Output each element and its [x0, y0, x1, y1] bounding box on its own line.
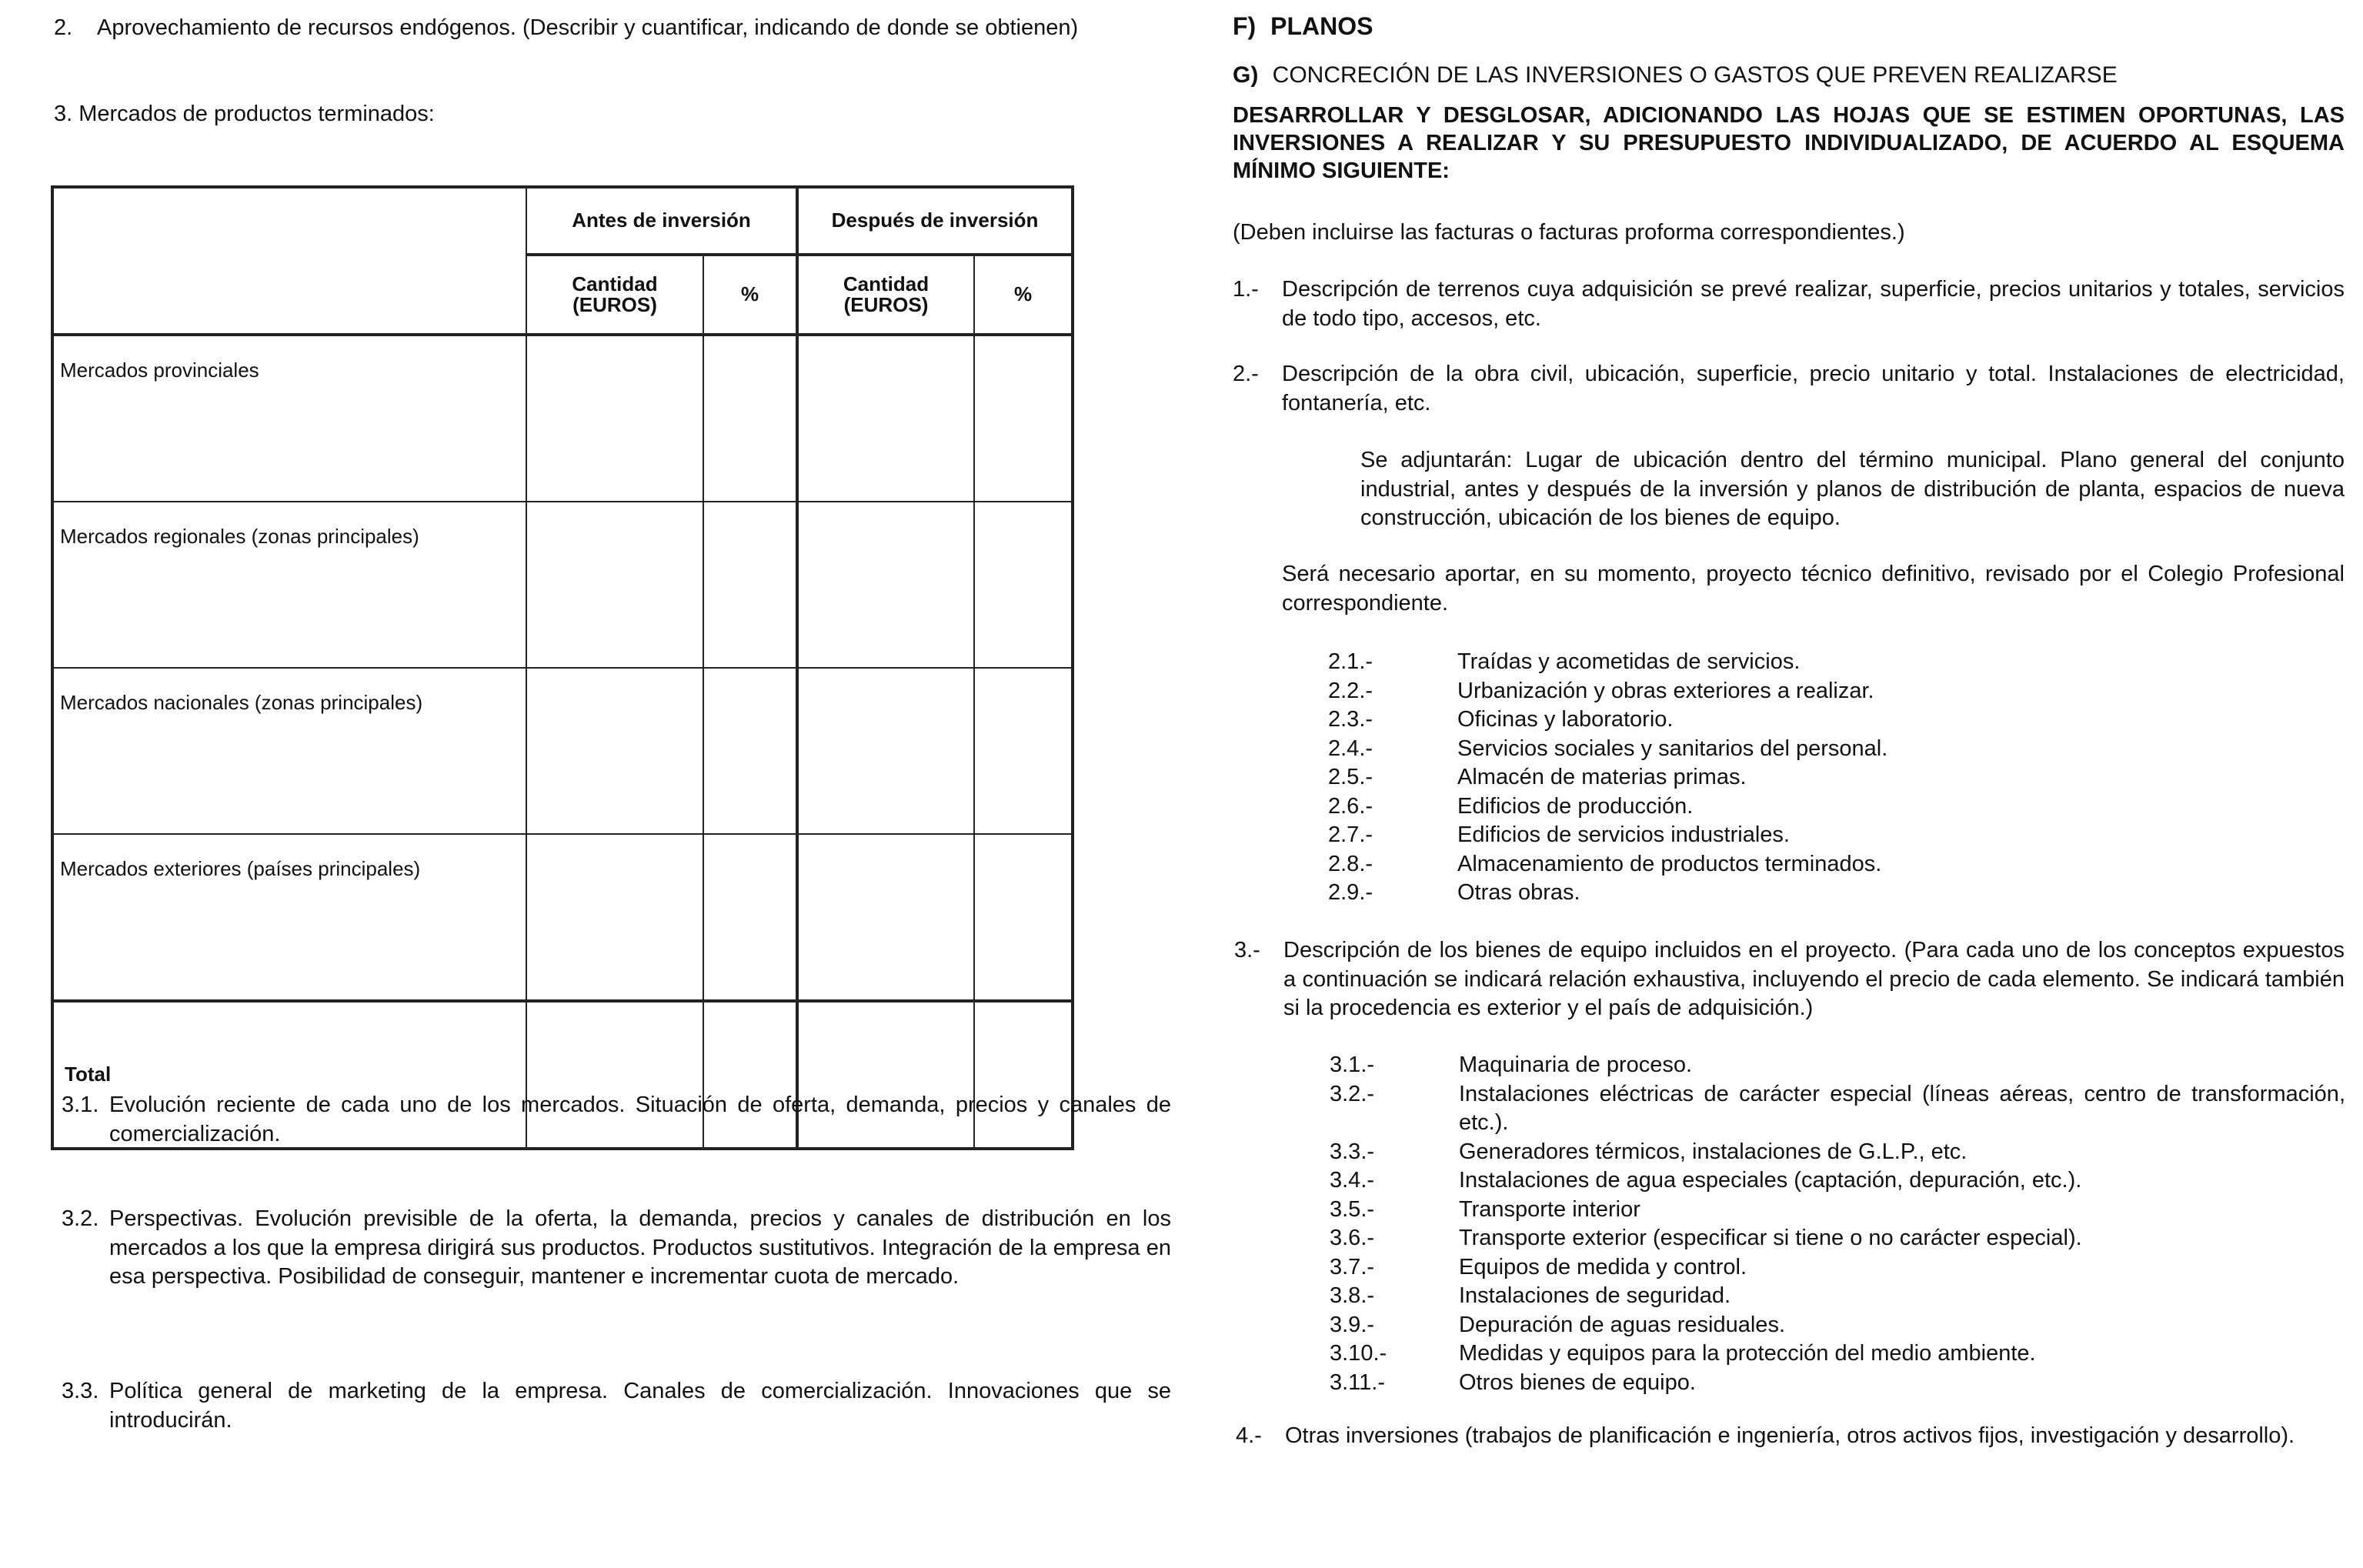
list-item-number: 3.3.- [1330, 1139, 1375, 1164]
row-label: Mercados nacionales (zonas principales) [52, 668, 526, 834]
point-1 [1233, 275, 2345, 333]
list-item [1330, 1369, 2345, 1398]
markets-table [51, 185, 1074, 1150]
list-item-text: Maquinaria de proceso. [1459, 1053, 1693, 1077]
table-row [52, 668, 1073, 834]
table-cell [526, 502, 703, 668]
list-item-number: 3.5.- [1330, 1196, 1375, 1222]
list-item-number: 3.11.- [1330, 1369, 1386, 1395]
point-number: 1.- [1233, 277, 1259, 302]
euros-label: (EUROS) [843, 293, 929, 316]
section-title: PLANOS [1270, 12, 1373, 40]
list-item-number: 3.2.- [1330, 1081, 1375, 1106]
list-item-number: 3.10.- [1330, 1341, 1387, 1366]
list-item [1330, 1166, 2345, 1196]
list-item-text: Depuración de aguas residuales. [1459, 1312, 1785, 1337]
list-item [1328, 735, 1944, 764]
list-item-text: Traídas y acometidas de servicios. [1457, 649, 1801, 674]
invoice-note: (Deben incluirse las facturas o facturas proforma correspondientes.) [1233, 220, 1905, 245]
section-f-heading [1233, 11, 1373, 43]
table-cell [526, 335, 703, 502]
list-item [1330, 1051, 2345, 1080]
table-cell [797, 834, 974, 1001]
header-antes: Antes de inversión [526, 187, 797, 255]
list-item-number: 3.7.- [1330, 1254, 1375, 1279]
item-number: 3.3. [62, 1379, 99, 1403]
table-cell [974, 834, 1073, 1001]
list-item [1330, 1224, 2345, 1253]
row-label: Mercados regionales (zonas principales) [52, 502, 526, 668]
list-item [1330, 1138, 2345, 1167]
list-item-text: Transporte exterior (especificar si tiene o no carácter especial). [1459, 1226, 2082, 1250]
point-text: Descripción de los bienes de equipo incluidos en el proyecto. (Para cada uno de los conceptos expuestos a continuación se indicará relación exhaustiva, incluyendo el precio de cada elemento. Se indicará también si la procedencia es exterior y el país de adquisición.) [1283, 938, 2345, 1021]
list-item-number: 2.8.- [1328, 851, 1373, 876]
point-text: Otras inversiones (trabajos de planificación e ingeniería, otros activos fijos, investigación y desarrollo). [1285, 1423, 2295, 1448]
table-cell [797, 502, 974, 668]
list-item-number: 2.4.- [1328, 736, 1373, 761]
table-corner-cell [52, 187, 526, 335]
list-item [1330, 1282, 2345, 1311]
total-label: Total [52, 1001, 526, 1149]
subheader-percent-antes: % [703, 255, 797, 335]
section-letter: G) [1233, 62, 1259, 88]
list-item-number: 2.3.- [1328, 707, 1373, 732]
point-number: 3.- [1234, 938, 1260, 962]
table-cell [526, 668, 703, 834]
list-item [1328, 648, 1944, 677]
list-item-text: Oficinas y laboratorio. [1457, 707, 1674, 732]
list-item [1330, 1339, 2345, 1369]
table-cell [797, 335, 974, 502]
list-item [1328, 879, 1944, 908]
list-item-number: 2.1.- [1328, 649, 1373, 674]
table-cell [974, 335, 1073, 502]
point-text: Descripción de terrenos cuya adquisición se prevé realizar, superficie, precios unitarios y totales, servicios de todo tipo, accesos, etc. [1282, 277, 2345, 331]
list-item-text: Almacén de materias primas. [1457, 765, 1747, 789]
table-cell [526, 834, 703, 1001]
list-item [1328, 850, 1944, 879]
list-item-text: Almacenamiento de productos terminados. [1457, 851, 1882, 876]
list-item [1330, 1253, 2345, 1283]
list-item-text: Otros bienes de equipo. [1459, 1369, 1696, 1395]
row-label: Mercados provinciales [52, 335, 526, 502]
point-number: 2.- [1233, 362, 1259, 386]
list-item-number: 3.1.- [1330, 1053, 1375, 1077]
subheader-percent-despues: % [974, 255, 1073, 335]
row-label: Mercados exteriores (países principales) [52, 834, 526, 1001]
cantidad-label: Cantidad [843, 272, 930, 295]
item-3-heading: 3. Mercados de productos terminados: [54, 102, 435, 126]
section-title: CONCRECIÓN DE LAS INVERSIONES O GASTOS QUE PREVEN REALIZARSE [1272, 62, 2118, 88]
list-item-number: 2.7.- [1328, 822, 1373, 847]
table-cell [703, 834, 797, 1001]
table-cell [703, 335, 797, 502]
point-4 [1236, 1422, 2345, 1451]
list-item-number: 2.9.- [1328, 880, 1373, 905]
item-3-1 [62, 1091, 1171, 1149]
point-2 [1233, 360, 2345, 418]
list-item [1330, 1311, 2345, 1340]
table-header-row [52, 187, 1073, 255]
list-item-text: Servicios sociales y sanitarios del personal. [1457, 736, 1888, 761]
table-cell [703, 668, 797, 834]
item-2-number: 2. [54, 15, 73, 40]
list-item-number: 3.6.- [1330, 1226, 1375, 1250]
item-2 [54, 14, 1170, 43]
item-text: Perspectivas. Evolución previsible de la oferta, la demanda, precios y canales de distribución en los mercados a los que la empresa dirigirá sus productos. Productos sustitutivos. Integración de la empresa en esa perspectiva. Posibilidad de conseguir, mantener e incrementar cuota de mercado. [109, 1206, 1171, 1289]
table-row [52, 834, 1073, 1001]
section-letter: F) [1233, 12, 1257, 40]
list-item-text: Transporte interior [1459, 1196, 1640, 1222]
point-number: 4.- [1236, 1423, 1262, 1448]
list-item-text: Instalaciones de seguridad. [1459, 1283, 1731, 1308]
list-item-text: Equipos de medida y control. [1459, 1254, 1747, 1279]
list-item [1328, 821, 1944, 850]
list-item-text: Edificios de servicios industriales. [1457, 822, 1790, 847]
list-item [1330, 1196, 2345, 1225]
list-3 [1330, 1051, 2345, 1397]
list-item-number: 3.4.- [1330, 1168, 1375, 1193]
list-item-text: Otras obras. [1457, 880, 1580, 905]
cantidad-label: Cantidad [572, 272, 658, 295]
list-item-number: 3.9.- [1330, 1312, 1375, 1337]
list-item-number: 2.6.- [1328, 793, 1373, 819]
list-item [1328, 763, 1944, 792]
list-item [1328, 706, 1944, 735]
point-text: Descripción de la obra civil, ubicación, superficie, precio unitario y total. Instalaciones de electricidad, fontanería, etc. [1282, 362, 2345, 415]
list-item-text: Edificios de producción. [1457, 793, 1694, 819]
item-number: 3.1. [62, 1093, 99, 1117]
list-item-text: Medidas y equipos para la protección del medio ambiente. [1459, 1341, 2036, 1366]
list-item [1328, 677, 1944, 706]
list-item-number: 2.2.- [1328, 678, 1373, 703]
section-g-heading [1233, 60, 2118, 90]
point-2-note: Será necesario aportar, en su momento, proyecto técnico definitivo, revisado por el Colegio Profesional correspondiente. [1282, 562, 2345, 616]
list-2 [1328, 648, 1944, 908]
list-item-number: 2.5.- [1328, 765, 1373, 789]
list-item [1328, 792, 1944, 822]
list-item [1330, 1080, 2345, 1138]
list-item-text: Urbanización y obras exteriores a realizar. [1457, 678, 1874, 703]
item-text: Política general de marketing de la empresa. Canales de comercialización. Innovaciones que se introducirán. [109, 1379, 1171, 1433]
list-item-text: Instalaciones eléctricas de carácter especial (líneas aéreas, centro de transformación, etc.). [1459, 1081, 2345, 1135]
instructions: DESARROLLAR Y DESGLOSAR, ADICIONANDO LAS HOJAS QUE SE ESTIMEN OPORTUNAS, LAS INVERSIONES A REALIZAR Y SU PRESUPUESTO INDIVIDUALIZADO, DE ACUERDO AL ESQUEMA MÍNIMO SIGUIENTE: [1233, 103, 2345, 183]
subheader-cantidad-antes [526, 255, 703, 335]
euros-label: (EUROS) [572, 293, 657, 316]
table-row [52, 335, 1073, 502]
point-3 [1234, 936, 2345, 1023]
item-3-2 [62, 1205, 1171, 1292]
header-despues: Después de inversión [797, 187, 1073, 255]
list-item-number: 3.8.- [1330, 1283, 1375, 1308]
item-text: Evolución reciente de cada uno de los mercados. Situación de oferta, demanda, precios y canales de comercialización. [109, 1093, 1171, 1146]
list-item-text: Generadores térmicos, instalaciones de G.L.P., etc. [1459, 1139, 1967, 1164]
table-cell [797, 668, 974, 834]
table-cell [974, 502, 1073, 668]
point-2-attachments: Se adjuntarán: Lugar de ubicación dentro del término municipal. Plano general del conjunto industrial, antes y después de la inversión y planos de distribución de planta, espacios de nueva construcción, ubicación de los bienes de equipo. [1360, 448, 2345, 531]
item-3-3 [62, 1377, 1171, 1435]
table-cell [703, 502, 797, 668]
table-cell [974, 668, 1073, 834]
item-2-text: Aprovechamiento de recursos endógenos. (Describir y cuantificar, indicando de donde se obtienen) [97, 15, 1079, 40]
subheader-cantidad-despues [797, 255, 974, 335]
table-row [52, 502, 1073, 668]
item-number: 3.2. [62, 1206, 99, 1231]
list-item-text: Instalaciones de agua especiales (captación, depuración, etc.). [1459, 1168, 2082, 1193]
